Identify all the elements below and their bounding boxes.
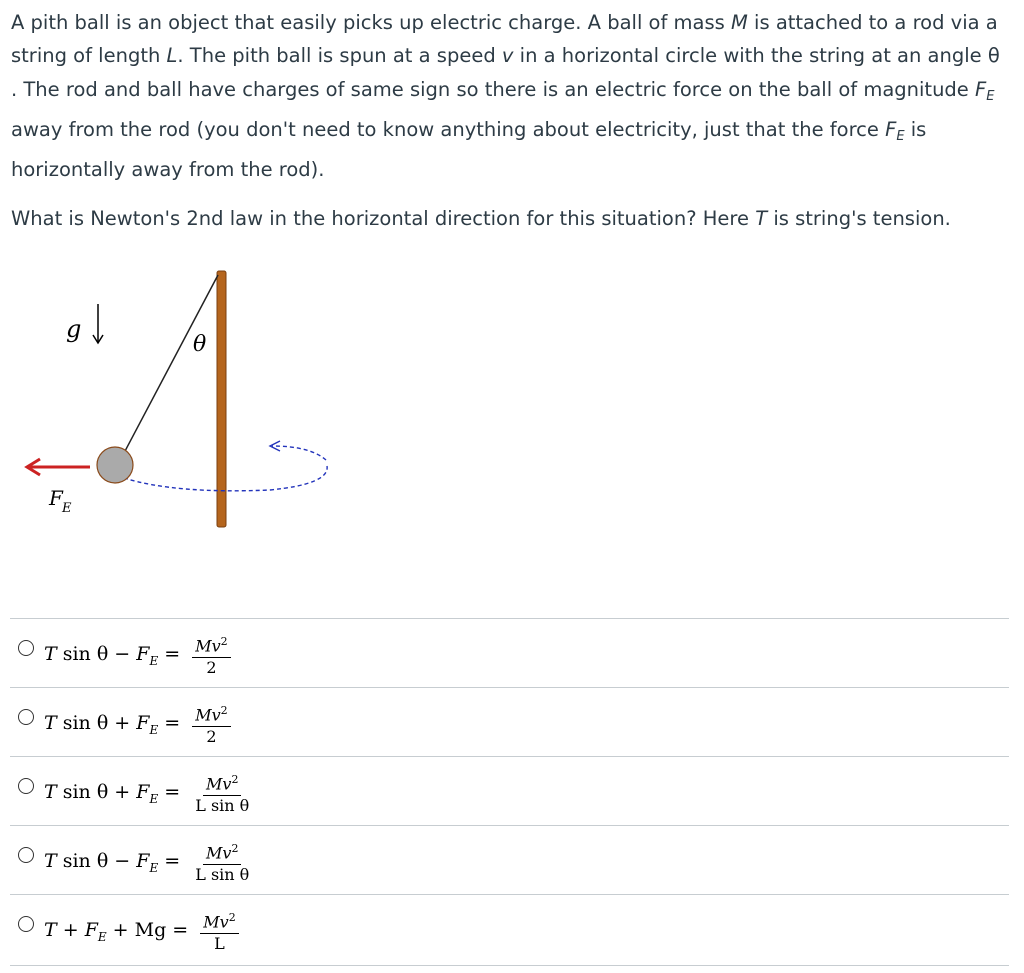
eq-term: T bbox=[44, 780, 57, 803]
text-span: What is Newton's 2nd law in the horizontal direction for this situation? Here bbox=[11, 207, 756, 231]
answer-option-5[interactable] bbox=[10, 894, 1009, 966]
eq-term: + bbox=[56, 918, 85, 941]
fraction bbox=[192, 839, 252, 884]
denominator: 2 bbox=[206, 657, 217, 677]
answer-option-1[interactable] bbox=[10, 618, 1009, 687]
string bbox=[124, 275, 218, 453]
text-span: is attached to a rod via a string of length bbox=[11, 11, 998, 68]
num-text: Mv bbox=[195, 705, 221, 725]
eq-term: + Mg = bbox=[106, 918, 195, 941]
rod bbox=[217, 271, 226, 527]
fraction bbox=[192, 770, 252, 815]
denominator: 2 bbox=[206, 726, 217, 746]
var-force: F bbox=[975, 77, 987, 101]
eq-sub: E bbox=[149, 722, 159, 737]
radio-button[interactable] bbox=[18, 709, 34, 725]
var-force-sub: E bbox=[896, 128, 905, 144]
equation bbox=[44, 905, 239, 957]
radio-button[interactable] bbox=[18, 640, 34, 656]
force-label: F bbox=[49, 486, 63, 510]
equation-lhs bbox=[44, 850, 186, 875]
eq-term: sin θ + bbox=[56, 711, 137, 734]
force-label-sub: E bbox=[62, 501, 72, 516]
var-force-sub: E bbox=[986, 88, 995, 104]
numerator bbox=[203, 770, 241, 795]
numerator bbox=[192, 632, 230, 657]
num-text: Mv bbox=[195, 636, 221, 656]
num-exp: 2 bbox=[228, 911, 236, 925]
eq-term: = bbox=[158, 711, 187, 734]
eq-term: T bbox=[44, 642, 57, 665]
text-span: A pith ball is an object that easily picks up electric charge. A ball of mass bbox=[11, 11, 732, 34]
var-tension: T bbox=[755, 207, 768, 231]
eq-term: F bbox=[84, 918, 98, 941]
electric-force-arrow-icon bbox=[27, 459, 90, 475]
eq-term: F bbox=[136, 849, 150, 872]
eq-term: sin θ + bbox=[56, 780, 137, 803]
radio-button[interactable] bbox=[18, 916, 34, 932]
text-span: away from the rod (you don't need to know anything about electricity, just that the force bbox=[11, 117, 886, 141]
num-text: Mv bbox=[203, 912, 229, 932]
eq-term: = bbox=[158, 642, 187, 665]
fraction bbox=[200, 908, 238, 953]
denominator: L sin θ bbox=[195, 864, 250, 884]
num-exp: 2 bbox=[231, 842, 239, 856]
equation bbox=[44, 767, 252, 819]
eq-term: T bbox=[44, 711, 57, 734]
equation bbox=[44, 629, 231, 681]
text-span: is horizontally away from the rod). bbox=[11, 117, 927, 182]
num-exp: 2 bbox=[231, 773, 239, 787]
num-text: Mv bbox=[206, 843, 232, 863]
question-text bbox=[11, 6, 1011, 236]
eq-term: = bbox=[158, 849, 187, 872]
numerator bbox=[203, 839, 241, 864]
text-span: in a horizontal circle with the string at an angle θ . The rod and ball have charges of same sign so there is an electric force on the ball of magnitude bbox=[11, 44, 1000, 101]
pendulum-diagram bbox=[0, 240, 420, 560]
eq-sub: E bbox=[149, 791, 159, 806]
eq-sub: E bbox=[149, 653, 159, 668]
orbit-path-back bbox=[272, 446, 326, 460]
denominator: L sin θ bbox=[195, 795, 250, 815]
var-length: L bbox=[166, 44, 178, 68]
denominator: L bbox=[214, 933, 225, 953]
eq-term: T bbox=[44, 918, 57, 941]
eq-sub: E bbox=[149, 860, 159, 875]
pendulum-figure bbox=[0, 240, 420, 560]
num-exp: 2 bbox=[220, 704, 228, 718]
var-speed: v bbox=[501, 44, 514, 68]
answer-list bbox=[10, 618, 1009, 966]
equation-lhs bbox=[44, 919, 194, 944]
eq-term: F bbox=[136, 711, 150, 734]
equation bbox=[44, 836, 252, 888]
equation-lhs bbox=[44, 643, 186, 668]
eq-term: T bbox=[44, 849, 57, 872]
pith-ball bbox=[97, 447, 133, 483]
var-force: F bbox=[885, 117, 897, 141]
question-paragraph-2 bbox=[11, 202, 1011, 235]
eq-sub: E bbox=[97, 929, 107, 944]
equation-lhs bbox=[44, 712, 186, 737]
num-exp: 2 bbox=[220, 635, 228, 649]
eq-term: F bbox=[136, 780, 150, 803]
theta-label: θ bbox=[193, 332, 207, 357]
num-text: Mv bbox=[206, 774, 232, 794]
answer-option-2[interactable] bbox=[10, 687, 1009, 756]
eq-term: sin θ − bbox=[56, 849, 137, 872]
gravity-label: g bbox=[66, 315, 82, 343]
fraction bbox=[192, 701, 230, 746]
equation-lhs bbox=[44, 781, 186, 806]
question-paragraph-1 bbox=[11, 6, 1011, 186]
answer-option-3[interactable] bbox=[10, 756, 1009, 825]
numerator bbox=[200, 908, 238, 933]
fraction bbox=[192, 632, 230, 677]
var-mass: M bbox=[731, 11, 748, 34]
text-span: . The pith ball is spun at a speed bbox=[177, 44, 502, 68]
radio-button[interactable] bbox=[18, 778, 34, 794]
eq-term: sin θ − bbox=[56, 642, 137, 665]
numerator bbox=[192, 701, 230, 726]
eq-term: F bbox=[136, 642, 150, 665]
eq-term: = bbox=[158, 780, 187, 803]
text-span: is string's tension. bbox=[767, 207, 951, 231]
gravity-arrow-icon bbox=[93, 304, 103, 343]
radio-button[interactable] bbox=[18, 847, 34, 863]
answer-option-4[interactable] bbox=[10, 825, 1009, 894]
equation bbox=[44, 698, 231, 750]
